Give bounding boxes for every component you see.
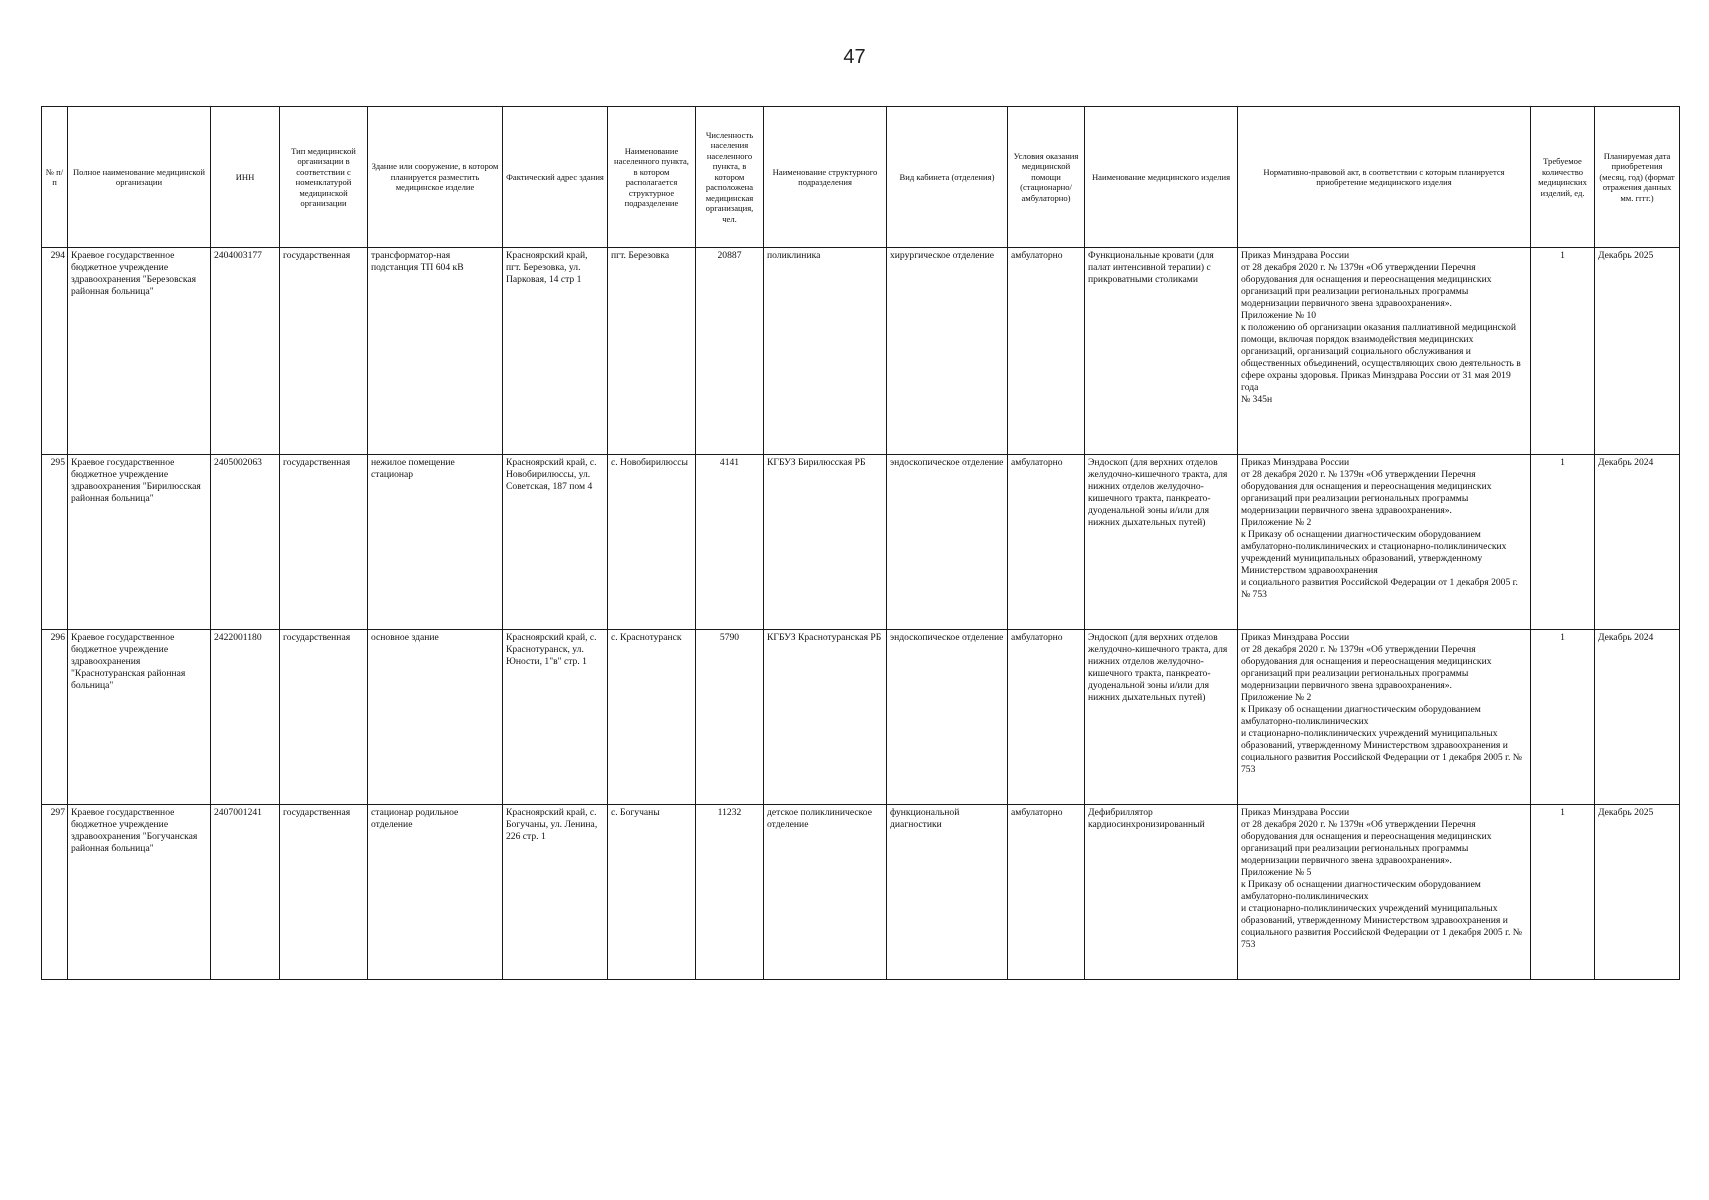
cell-date: Декабрь 2024: [1595, 630, 1680, 805]
cell-inn: 2407001241: [211, 805, 280, 980]
cell-org-name: Краевое государственное бюджетное учреждение здравоохранения "Богучанская районная больница": [68, 805, 211, 980]
cell-population: 11232: [696, 805, 764, 980]
header-division: Наименование структурного подразделения: [764, 107, 887, 248]
cell-address: Красноярский край, с. Богучаны, ул. Ленина, 226 стр. 1: [503, 805, 608, 980]
cell-quantity: 1: [1531, 248, 1595, 455]
cell-population: 4141: [696, 455, 764, 630]
header-legal-act: Нормативно-правовой акт, в соответствии с которым планируется приобретение медицинского изделия: [1238, 107, 1531, 248]
header-org-type: Тип медицинской организации в соответствии с номенклатурой медицинской организации: [280, 107, 368, 248]
cell-org-type: государственная: [280, 805, 368, 980]
header-population: Численность населения населенного пункта, в котором расположена медицинская организация, чел.: [696, 107, 764, 248]
header-quantity: Требуемое количество медицинских изделий, ед.: [1531, 107, 1595, 248]
cell-legal-act: Приказ Минздрава России от 28 декабря 2020 г. № 1379н «Об утверждении Перечня оборудования для оснащения и переоснащения медицинских организаций при реализации региональных программы модернизации первичного звена здравоохранения». Приложение № 2 к Приказу об оснащении диагностическим оборудованием амбулаторно-поликлинических и стационарно-поликлинических учреждений муниципальных образований, утвержденному Министерством здравоохранения и социального развития Российской Федерации от 1 декабря 2005 г. № 753: [1238, 630, 1531, 805]
cell-device: Дефибриллятор кардиосинхронизированный: [1085, 805, 1238, 980]
cell-division: КГБУЗ Бирилюсская РБ: [764, 455, 887, 630]
cell-device: Эндоскоп (для верхних отделов желудочно-кишечного тракта, для нижних отделов желудочно-кишечного тракта, панкреато-дуоденальной зоны и/или для нижних дыхательных путей): [1085, 630, 1238, 805]
cell-population: 5790: [696, 630, 764, 805]
cell-number: 295: [42, 455, 68, 630]
cell-inn: 2404003177: [211, 248, 280, 455]
cell-date: Декабрь 2025: [1595, 805, 1680, 980]
cell-number: 294: [42, 248, 68, 455]
table-header-row: [42, 107, 1680, 248]
cell-org-type: государственная: [280, 248, 368, 455]
cell-org-name: Краевое государственное бюджетное учреждение здравоохранения "Березовская районная больница": [68, 248, 211, 455]
cell-legal-act: Приказ Минздрава России от 28 декабря 2020 г. № 1379н «Об утверждении Перечня оборудования для оснащения и переоснащения медицинских организаций при реализации региональных программы модернизации первичного звена здравоохранения». Приложение № 2 к Приказу об оснащении диагностическим оборудованием амбулаторно-поликлинических и стационарно-поликлинических учреждений муниципальных образований, утвержденному Министерством здравоохранения и социального развития Российской Федерации от 1 декабря 2005 г. № 753: [1238, 455, 1531, 630]
cell-number: 296: [42, 630, 68, 805]
cell-number: 297: [42, 805, 68, 980]
page-number: 47: [843, 46, 866, 68]
table-row: [42, 630, 1680, 805]
cell-settlement: пгт. Березовка: [608, 248, 696, 455]
cell-org-name: Краевое государственное бюджетное учреждение здравоохранения "Краснотуранская районная больница": [68, 630, 211, 805]
cell-quantity: 1: [1531, 805, 1595, 980]
cell-cabinet: функциональной диагностики: [887, 805, 1008, 980]
table-row: [42, 455, 1680, 630]
header-device: Наименование медицинского изделия: [1085, 107, 1238, 248]
header-address: Фактический адрес здания: [503, 107, 608, 248]
table-row: [42, 805, 1680, 980]
cell-quantity: 1: [1531, 630, 1595, 805]
cell-legal-act: Приказ Минздрава России от 28 декабря 2020 г. № 1379н «Об утверждении Перечня оборудования для оснащения и переоснащения медицинских организаций при реализации региональных программы модернизации первичного звена здравоохранения». Приложение № 10 к положению об организации оказания паллиативной медицинской помощи, включая порядок взаимодействия медицинских организаций, организаций социального обслуживания и общественных объединений, осуществляющих свою деятельность в сфере охраны здоровья. Приказ Минздрава России от 31 мая 2019 года № 345н: [1238, 248, 1531, 455]
cell-settlement: с. Новобирилюссы: [608, 455, 696, 630]
cell-building: нежилое помещение стационар: [368, 455, 503, 630]
cell-conditions: амбулаторно: [1008, 455, 1085, 630]
cell-date: Декабрь 2024: [1595, 455, 1680, 630]
cell-org-name: Краевое государственное бюджетное учреждение здравоохранения "Бирилюсская районная больница": [68, 455, 211, 630]
cell-settlement: с. Богучаны: [608, 805, 696, 980]
cell-quantity: 1: [1531, 455, 1595, 630]
header-building: Здание или сооружение, в котором планируется разместить медицинское изделие: [368, 107, 503, 248]
cell-inn: 2422001180: [211, 630, 280, 805]
cell-conditions: амбулаторно: [1008, 248, 1085, 455]
cell-population: 20887: [696, 248, 764, 455]
cell-address: Красноярский край, пгт. Березовка, ул. Парковая, 14 стр 1: [503, 248, 608, 455]
cell-address: Красноярский край, с. Краснотуранск, ул. Юности, 1"в" стр. 1: [503, 630, 608, 805]
cell-org-type: государственная: [280, 630, 368, 805]
header-settlement: Наименование населенного пункта, в котором располагается структурное подразделение: [608, 107, 696, 248]
table-row: [42, 248, 1680, 455]
cell-cabinet: эндоскопическое отделение: [887, 630, 1008, 805]
cell-settlement: с. Краснотуранск: [608, 630, 696, 805]
cell-conditions: амбулаторно: [1008, 805, 1085, 980]
header-org-name: Полное наименование медицинской организации: [68, 107, 211, 248]
header-number: № п/п: [42, 107, 68, 248]
equipment-table: [41, 106, 1680, 980]
cell-address: Красноярский край, с. Новобирилюссы, ул. Советская, 187 пом 4: [503, 455, 608, 630]
header-conditions: Условия оказания медицинской помощи (стационарно/ амбулаторно): [1008, 107, 1085, 248]
cell-division: детское поликлиническое отделение: [764, 805, 887, 980]
header-date: Планируемая дата приобретения (месяц, год) (формат отражения данных мм. гггг.): [1595, 107, 1680, 248]
header-inn: ИНН: [211, 107, 280, 248]
cell-division: поликлиника: [764, 248, 887, 455]
cell-cabinet: хирургическое отделение: [887, 248, 1008, 455]
header-cabinet: Вид кабинета (отделения): [887, 107, 1008, 248]
cell-device: Функциональные кровати (для палат интенсивной терапии) с прикроватными столиками: [1085, 248, 1238, 455]
cell-building: стационар родильное отделение: [368, 805, 503, 980]
cell-building: трансформатор-ная подстанция ТП 604 кВ: [368, 248, 503, 455]
cell-date: Декабрь 2025: [1595, 248, 1680, 455]
cell-inn: 2405002063: [211, 455, 280, 630]
cell-building: основное здание: [368, 630, 503, 805]
cell-conditions: амбулаторно: [1008, 630, 1085, 805]
cell-device: Эндоскоп (для верхних отделов желудочно-кишечного тракта, для нижних отделов желудочно-кишечного тракта, панкреато-дуоденальной зоны и/или для нижних дыхательных путей): [1085, 455, 1238, 630]
cell-legal-act: Приказ Минздрава России от 28 декабря 2020 г. № 1379н «Об утверждении Перечня оборудования для оснащения и переоснащения медицинских организаций при реализации региональных программы модернизации первичного звена здравоохранения». Приложение № 5 к Приказу об оснащении диагностическим оборудованием амбулаторно-поликлинических и стационарно-поликлинических учреждений муниципальных образований, утвержденному Министерством здравоохранения и социального развития Российской Федерации от 1 декабря 2005 г. № 753: [1238, 805, 1531, 980]
cell-division: КГБУЗ Краснотуранская РБ: [764, 630, 887, 805]
cell-cabinet: эндоскопическое отделение: [887, 455, 1008, 630]
cell-org-type: государственная: [280, 455, 368, 630]
